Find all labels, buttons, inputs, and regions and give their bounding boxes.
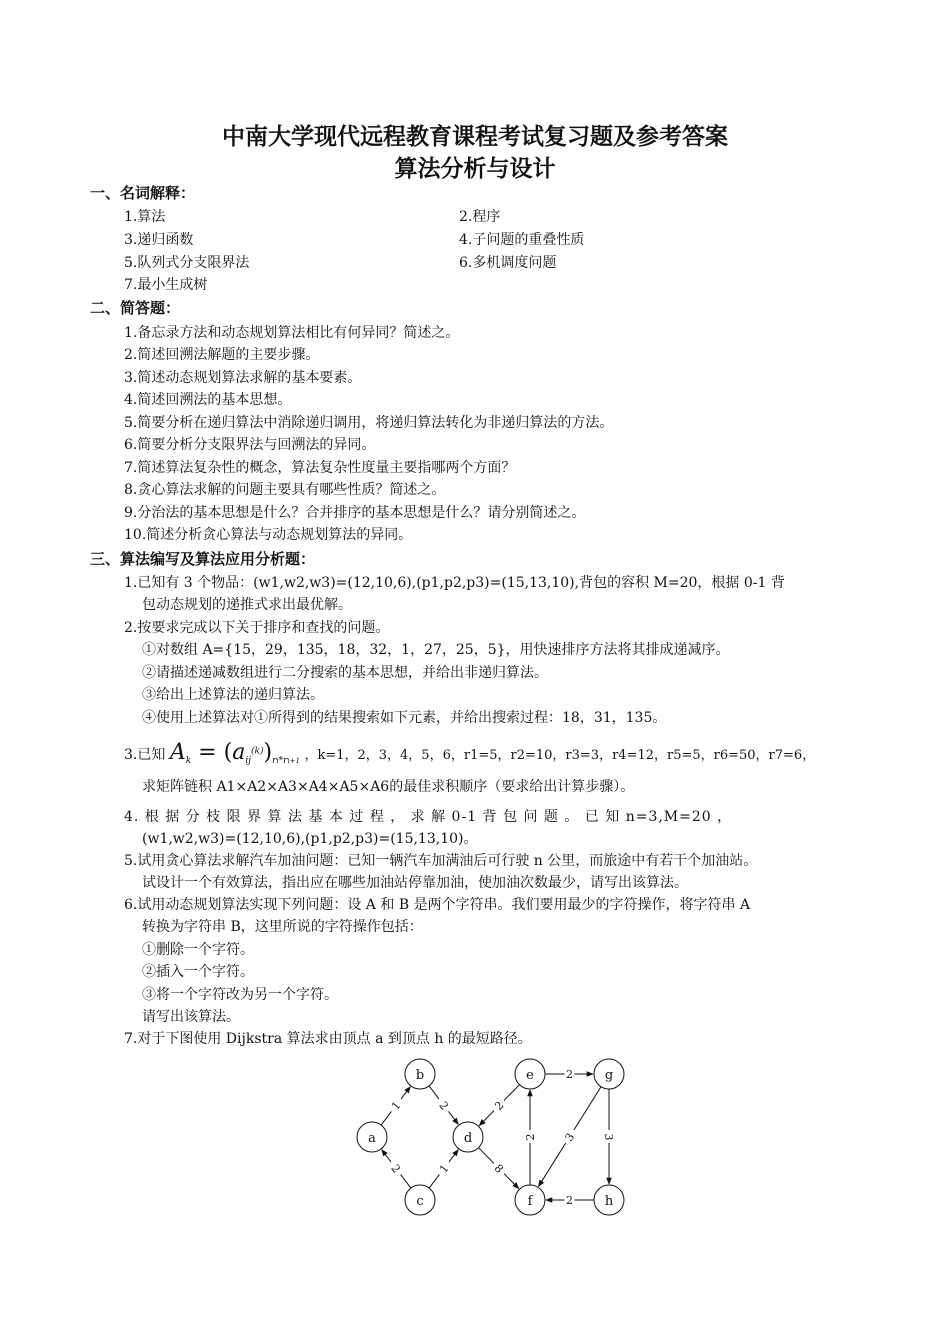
q7-line: 7.对于下图使用 Dijkstra 算法求由顶点 a 到顶点 h 的最短路径。 <box>124 1031 532 1047</box>
q6-line-1: 6.试用动态规划算法实现下列问题：设 A 和 B 是两个字符串。我们要用最少的字符操作，将字符串 A <box>124 897 751 913</box>
term-item: 4.子问题的重叠性质 <box>459 232 585 248</box>
q3-line-2: 求矩阵链积 A1×A2×A3×A4×A5×A6的最佳求积顺序（要求给出计算步骤）。 <box>142 779 635 795</box>
question-item: 6.简要分析分支限界法与回溯法的异同。 <box>124 437 376 453</box>
eq-sign: = ( <box>191 740 233 765</box>
edge-weight-label: 3 <box>562 1130 578 1144</box>
question-item: 2.简述回溯法解题的主要步骤。 <box>124 347 320 363</box>
term-item: 7.最小生成树 <box>124 277 208 293</box>
q6-line-3: ①删除一个字符。 <box>142 942 254 958</box>
node-label: f <box>527 1194 533 1209</box>
q3-rest: ，k=1，2，3，4，5，6，r1=5，r2=10，r3=3，r4=12，r5=5，r6=50，r7=6， <box>304 748 816 763</box>
element-a: a <box>232 740 246 765</box>
node-label: a <box>368 1131 376 1146</box>
edge-weight-label: 2 <box>566 1068 573 1081</box>
q2-line-2: ①对数组 A={15，29，135，18，32，1，27，25，5}，用快速排序方法将其排成递减序。 <box>142 642 730 658</box>
edge-weight-label: 8 <box>491 1161 506 1176</box>
term-item: 3.递归函数 <box>124 232 194 248</box>
sub-star-r: *r <box>278 755 288 766</box>
page-subtitle: 算法分析与设计 <box>394 155 556 182</box>
edge-weight-label: 2 <box>436 1099 451 1113</box>
q2-line-1: 2.按要求完成以下关于排序和查找的问题。 <box>124 620 390 636</box>
q6-line-2: 转换为字符串 B，这里所说的字符操作包括： <box>142 919 423 935</box>
section-heading-1: 一、名词解释： <box>90 184 196 202</box>
sub-ij: ij <box>245 755 251 766</box>
q4-line-2: (w1,w2,w3)=(12,10,6),(p1,p2,p3)=(15,13,10)。 <box>142 831 478 847</box>
term-item: 5.队列式分支限界法 <box>124 255 250 271</box>
q6-line-5: ③将一个字符改为另一个字符。 <box>142 987 338 1003</box>
question-item: 5.简要分析在递归算法中消除递归调用，将递归算法转化为非递归算法的方法。 <box>124 415 614 431</box>
question-item: 4.简述回溯法的基本思想。 <box>124 392 292 408</box>
q1-line-2: 包动态规划的递推式求出最优解。 <box>142 597 352 613</box>
q5-line-1: 5.试用贪心算法求解汽车加油问题：已知一辆汽车加满油后可行驶 n 公里，而旅途中有若干个加油站。 <box>124 853 758 869</box>
q2-line-5: ④使用上述算法对①所得到的结果搜索如下元素，并给出搜索过程：18，31，135。 <box>142 710 667 726</box>
q6-line-4: ②插入一个字符。 <box>142 964 254 980</box>
edge-weight-label: 3 <box>602 1133 615 1141</box>
edge-weight-label: 2 <box>524 1133 537 1141</box>
term-item: 1.算法 <box>124 209 166 225</box>
page-title: 中南大学现代远程教育课程考试复习题及参考答案 <box>222 123 728 150</box>
edge-weight-label: 2 <box>566 1194 573 1207</box>
node-label: g <box>604 1068 614 1083</box>
question-item: 3.简述动态规划算法求解的基本要素。 <box>124 370 362 386</box>
q6-line-6: 请写出该算法。 <box>142 1009 240 1025</box>
close-paren: ) <box>263 740 273 765</box>
edge-weight-label: 2 <box>492 1098 507 1113</box>
q3-prefix: 3.已知 <box>124 747 166 763</box>
sub-r: r <box>272 755 277 766</box>
q2-line-4: ③给出上述算法的递归算法。 <box>142 687 324 703</box>
question-item: 1.备忘录方法和动态规划算法相比有何异同？简述之。 <box>124 325 460 341</box>
term-item: 2.程序 <box>459 209 501 225</box>
node-label: b <box>415 1068 425 1083</box>
edge-weight-label: 1 <box>389 1099 404 1113</box>
question-item: 8.贪心算法求解的问题主要具有哪些性质？简述之。 <box>124 482 446 498</box>
question-item: 9.分治法的基本思想是什么？合并排序的基本思想是什么？请分别简述之。 <box>124 505 586 521</box>
sub-k: k <box>185 755 192 766</box>
q2-line-3: ②请描述递减数组进行二分搜索的基本思想，并给出非递归算法。 <box>142 665 548 681</box>
term-item: 6.多机调度问题 <box>459 255 557 271</box>
edge-weight-label: 1 <box>437 1162 452 1176</box>
q1-line-1: 1.已知有 3 个物品：(w1,w2,w3)=(12,10,6),(p1,p2,p3)=(15,13,10),背包的容积 M=20，根据 0-1 背 <box>124 575 785 591</box>
section-heading-2: 二、简答题： <box>90 299 181 317</box>
edge-weight-label: 2 <box>388 1162 403 1176</box>
node-label: h <box>604 1194 614 1209</box>
section-heading-3: 三、算法编写及算法应用分析题： <box>90 550 316 568</box>
sub-i1: i+1 <box>287 756 300 765</box>
node-label: c <box>416 1194 424 1209</box>
matrix-A: A <box>169 740 186 765</box>
question-item: 10.简述分析贪心算法与动态规划算法的异同。 <box>124 527 413 543</box>
sub-i: i <box>276 756 279 765</box>
node-label: d <box>463 1131 473 1146</box>
q4-line-1: 4. 根 据 分 枝 限 界 算 法 基 本 过 程 ， 求 解 0-1 背 包 问 题 。 已 知 n=3,M=20 ， <box>124 809 733 825</box>
q5-line-2: 试设计一个有效算法，指出应在哪些加油站停靠加油，使加油次数最少，请写出该算法。 <box>142 875 688 891</box>
node-label: e <box>526 1068 534 1083</box>
sup-k: (k) <box>250 746 264 757</box>
question-item: 7.简述算法复杂性的概念，算法复杂性度量主要指哪两个方面？ <box>124 460 516 476</box>
